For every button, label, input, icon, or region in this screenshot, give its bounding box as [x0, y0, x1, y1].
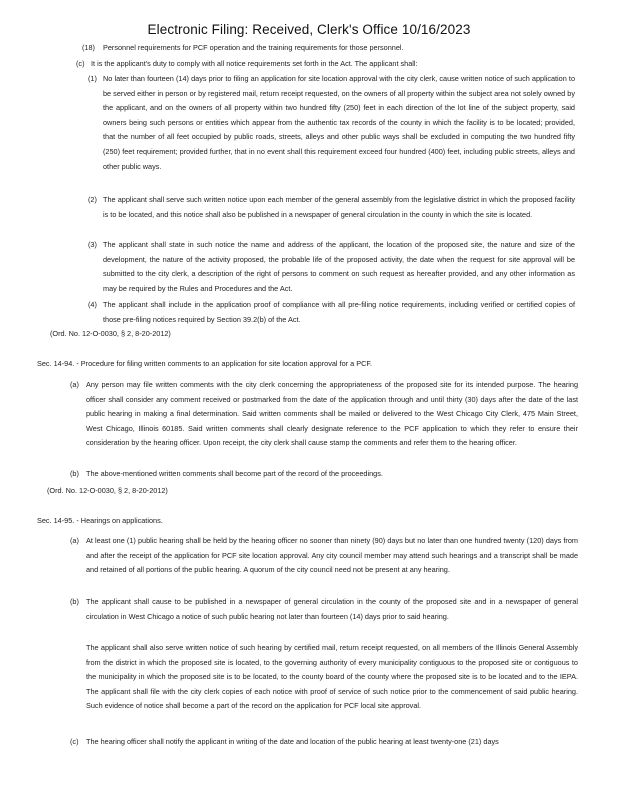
sec-94-item-a-text: Any person may file written comments with the city clerk concerning the appropriateness of the proposed site for its intended purpose. The hearing officer shall consider any comment received or postmarked from the date of the application through and until thirty (30) days after the date of the last public hearing in making a final determination. Said written comments shall be mailed or delivered to the West Chicago City Clerk, 475 Main Street, West Chicago, Illinois 60185. Said written comments shall clearly designate reference to the PCF application to which they refer to ensure their consideration by the hearing officer. Upon receipt, the city clerk shall cause stamp the comments and refer them to the hearing officer. [86, 380, 578, 448]
item-c1-label: (1) [88, 74, 97, 83]
item-c1-text: No later than fourteen (14) days prior to filing an application for site location approval with the city clerk, cause written notice of such application to be served either in person or by registered mail, return receipt requested, on the owners of all property within the subject area not solely owned by the applicant, and on the owners of all property within two hundred fifty (250) feet in each direction of the lot line of the subject property, said owners being such persons or entities which appear from the authentic tax records of the county in which the facility is to be located; provided, that the number of all feet occupied by public roads, streets, alleys and other public ways shall be excluded in computing the two hundred fifty (250) feet requirement; provided further, that in no event shall this requirement exceed four hundred (400) feet, including public streets, alleys and other public ways. [103, 74, 575, 171]
item-18-label: (18) [82, 43, 95, 52]
item-18-text: Personnel requirements for PCF operation and the training requirements for those personnel. [103, 43, 404, 52]
filing-stamp: Electronic Filing: Received, Clerk's Office 10/16/2023 [147, 22, 471, 37]
item-c4-label: (4) [88, 300, 97, 309]
sec-94-item-a-label: (a) [70, 380, 79, 389]
sec-94-item-b-label: (b) [70, 469, 79, 478]
sec-94-item-b-text: The above-mentioned written comments shall become part of the record of the proceedings. [86, 469, 383, 478]
sec-95-continuation-paragraph: The applicant shall also serve written notice of such hearing by certified mail, return receipt requested, on all members of the Illinois General Assembly from the district in which the proposed site is located, to the governing authority of every municipality contiguous to the proposed site or contiguous to the municipality in which the proposed site is to be located, to the county board of the county where the proposed site is to be located and to the IEPA. The applicant shall file with the city clerk copies of each notice with proof of service of such notice prior to the commencement of said public hearing. Such evidence of notice shall become a part of the record on the application for PCF local site approval. [86, 643, 578, 711]
item-c2-text: The applicant shall serve such written notice upon each member of the general assembly from the legislative district in which the proposed facility is to be located, and this notice shall also be published in a newspaper of general circulation in the county in which the site is located. [103, 195, 575, 219]
sec-95-item-a-text: At least one (1) public hearing shall be held by the hearing officer no sooner than ninety (90) days but no later than one hundred twenty (120) days from and after the receipt of the application for PCF site location approval. Any city council member may attend such hearings and a transcript shall be made and retained of all portions of the public hearing. A quorum of the city council need not be present at any hearing. [86, 536, 578, 575]
item-c3-label: (3) [88, 240, 97, 249]
section-14-95-heading: Sec. 14-95. - Hearings on applications. [37, 516, 163, 525]
item-c-label: (c) [76, 59, 85, 68]
item-c2-label: (2) [88, 195, 97, 204]
sec-95-item-c-label: (c) [70, 737, 79, 746]
item-c3-text: The applicant shall state in such notice the name and address of the applicant, the location of the proposed site, the nature and size of the development, the nature of the activity proposed, the probable life of the proposed activity, the date when the request for site approval will be submitted to the city clerk, a description of the right of persons to comment on such request as hereafter provided, and any other information as may be required by the Rules and Procedures and the Act. [103, 240, 575, 293]
section-14-94-heading: Sec. 14-94. - Procedure for filing written comments to an application for site location approval for a PCF. [37, 359, 373, 368]
item-c-text: It is the applicant's duty to comply with all notice requirements set forth in the Act. The applicant shall: [91, 59, 418, 68]
sec-95-item-a-label: (a) [70, 536, 79, 545]
sec-95-item-b-label: (b) [70, 597, 79, 606]
sec-95-item-c-text: The hearing officer shall notify the applicant in writing of the date and location of the public hearing at least twenty-one (21) days [86, 737, 499, 746]
sec-95-item-b-text: The applicant shall cause to be published in a newspaper of general circulation in the county of the proposed site and in a newspaper of general circulation in West Chicago a notice of such public hearing not later than fourteen (14) days prior to said hearing. [86, 597, 578, 621]
item-c4-text: The applicant shall include in the application proof of compliance with all pre-filing notice requirements, including verified or certified copies of those pre-filing notices required by Section 39.2(b) of the Act. [103, 300, 575, 324]
ordinance-citation: (Ord. No. 12-O-0030, § 2, 8-20-2012) [50, 329, 171, 338]
sec-94-ordinance-citation: (Ord. No. 12-O-0030, § 2, 8-20-2012) [47, 486, 168, 495]
